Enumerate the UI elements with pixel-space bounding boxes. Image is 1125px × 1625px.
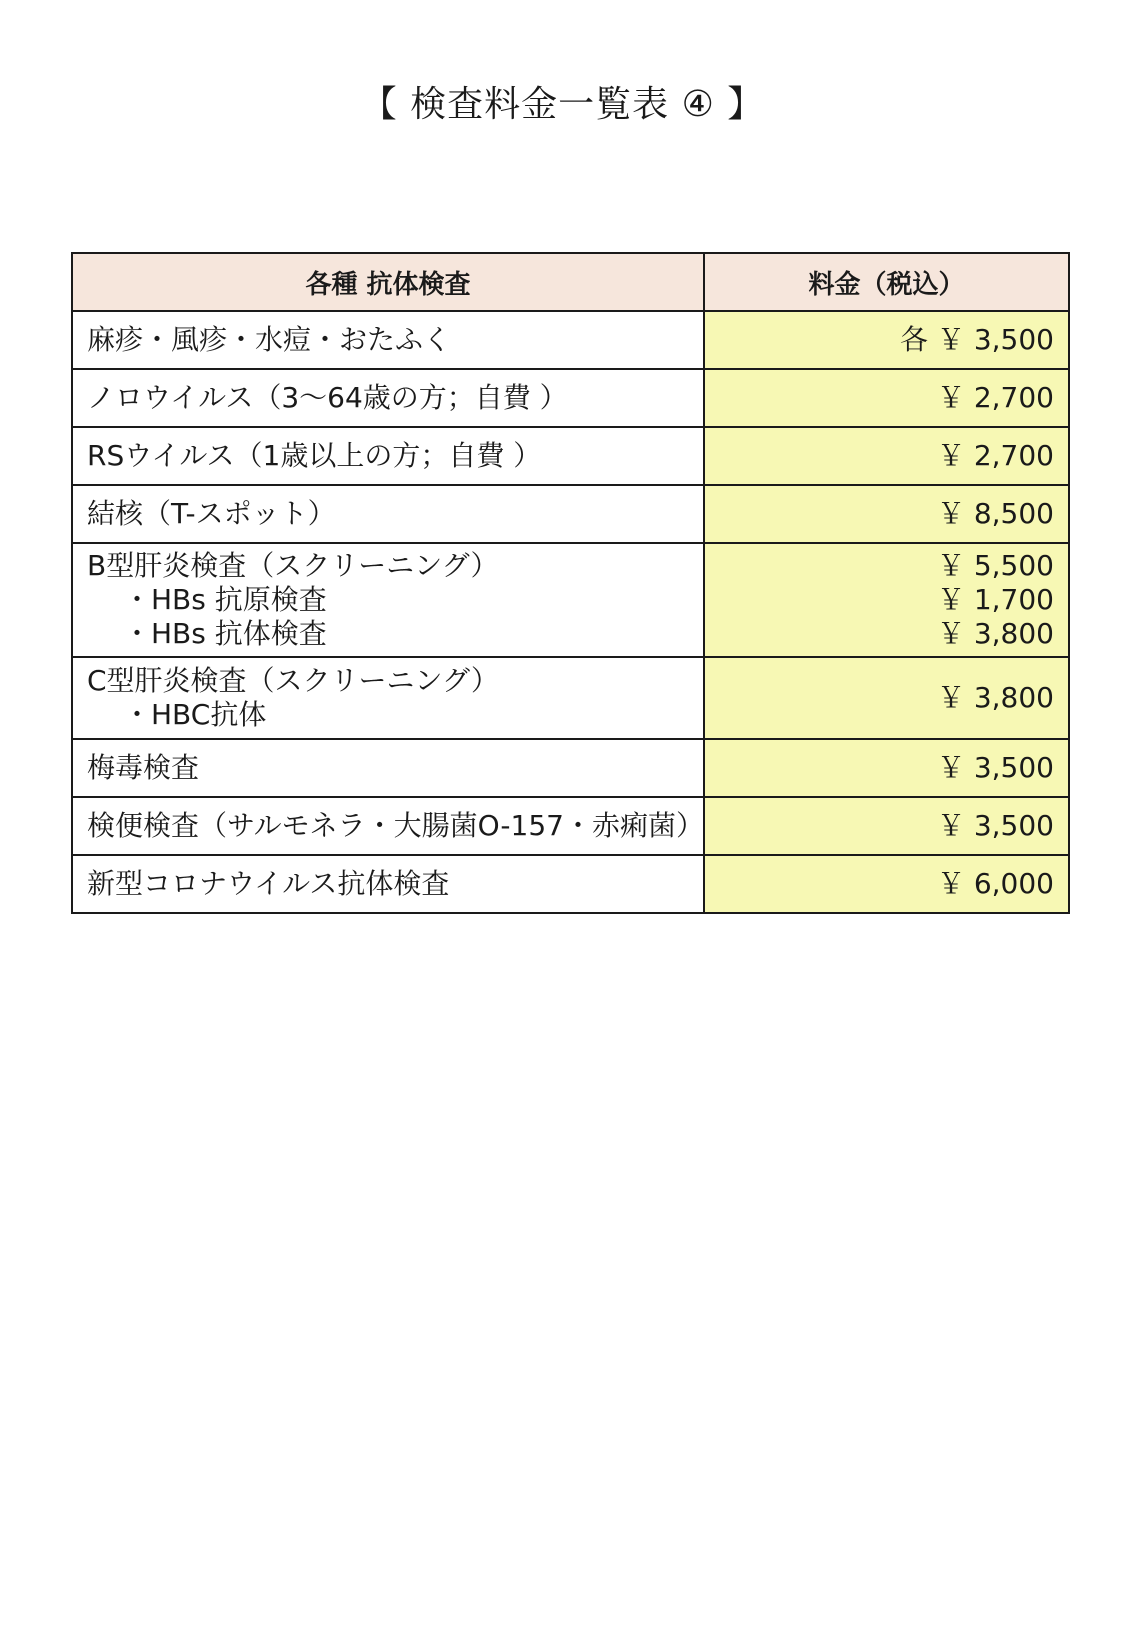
table-row [72,797,1069,855]
item-sublabel: ・HBs 抗原検査 [123,583,327,616]
price-value: ￥ 3,800 [936,617,1054,650]
item-cell [72,855,704,913]
price-value: ￥ 3,800 [936,681,1054,714]
item-label: 麻疹・風疹・水痘・おたふく [87,323,452,356]
item-label: C型肝炎検査（スクリーニング） [87,664,499,697]
price-cell [704,657,1069,739]
price-cell [704,797,1069,855]
item-label: 梅毒検査 [87,751,200,784]
price-cell [704,543,1069,657]
price-cell [704,485,1069,543]
item-cell [72,797,704,855]
price-cell [704,369,1069,427]
table-row [72,657,1069,739]
item-label: B型肝炎検査（スクリーニング） [87,549,499,582]
item-label: ノロウイルス（3～64歳の方；自費 ） [87,381,568,414]
price-value: ￥ 1,700 [936,583,1054,616]
item-cell [72,657,704,739]
item-cell [72,427,704,485]
price-value: ￥ 8,500 [936,497,1054,530]
item-cell [72,739,704,797]
price-cell [704,855,1069,913]
table-row [72,543,1069,657]
item-label: 検便検査（サルモネラ・大腸菌O-157・赤痢菌） [87,809,704,842]
price-value: ￥ 2,700 [936,439,1054,472]
price-value: ￥ 6,000 [936,867,1054,900]
price-cell [704,311,1069,369]
price-value: ￥ 2,700 [936,381,1054,414]
item-cell [72,485,704,543]
item-cell [72,311,704,369]
item-sublabel: ・HBC抗体 [123,698,267,731]
table-row [72,855,1069,913]
item-label: 結核（T-スポット） [87,497,336,530]
header-price: 料金（税込） [704,253,1069,311]
item-sublabel: ・HBs 抗体検査 [123,617,327,650]
price-value: 各 ￥ 3,500 [900,323,1054,356]
page-title: 【 検査料金一覧表 ④ 】 [360,84,765,125]
item-label: RSウイルス（1歳以上の方；自費 ） [87,439,542,472]
table-row [72,485,1069,543]
item-label: 新型コロナウイルス抗体検査 [87,867,450,900]
item-cell [72,369,704,427]
header-item: 各種 抗体検査 [72,253,704,311]
table-row [72,739,1069,797]
price-cell [704,427,1069,485]
table-row [72,369,1069,427]
item-cell [72,543,704,657]
table-row [72,427,1069,485]
price-table [71,252,1070,914]
price-value: ￥ 3,500 [936,809,1054,842]
price-cell [704,739,1069,797]
table-row [72,311,1069,369]
table-header-row [72,253,1069,311]
price-value: ￥ 3,500 [936,751,1054,784]
price-value: ￥ 5,500 [936,549,1054,582]
